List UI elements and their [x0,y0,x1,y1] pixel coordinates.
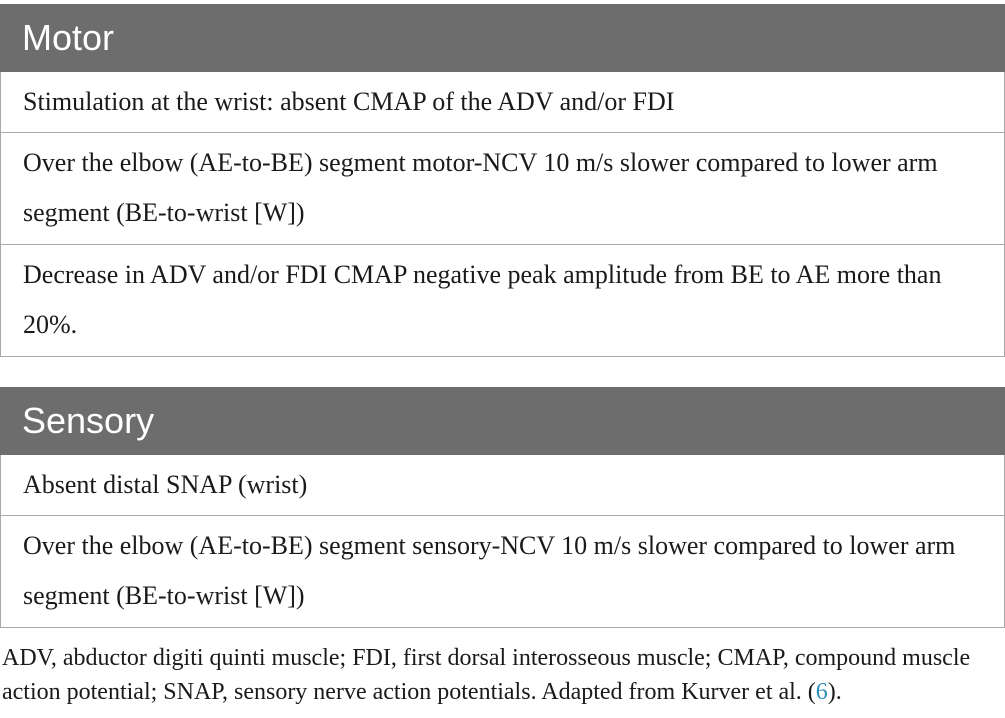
motor-row-1: Stimulation at the wrist: absent CMAP of the ADV and/or FDI [0,72,1005,133]
footnote-text: ADV, abductor digiti quinti muscle; FDI, first dorsal interosseous muscle; CMAP, compound muscle action potential; SNAP, sensory nerve action potentials. Adapted from Kurver et al. ( [2,645,971,705]
reference-link[interactable]: 6 [815,679,828,705]
sensory-row-1: Absent distal SNAP (wrist) [0,455,1005,516]
motor-row-3: Decrease in ADV and/or FDI CMAP negative peak amplitude from BE to AE more than 20%. [0,245,1005,357]
sensory-header: Sensory [0,387,1005,455]
sensory-table [0,387,1005,628]
motor-header: Motor [0,4,1005,72]
footnote-end: ). [827,679,842,705]
motor-row-2: Over the elbow (AE-to-BE) segment motor-NCV 10 m/s slower compared to lower arm segment (BE-to-wrist [W]) [0,133,1005,245]
table-footnote [2,641,1002,709]
sensory-row-2: Over the elbow (AE-to-BE) segment sensory-NCV 10 m/s slower compared to lower arm segment (BE-to-wrist [W]) [0,516,1005,628]
motor-table [0,4,1005,357]
